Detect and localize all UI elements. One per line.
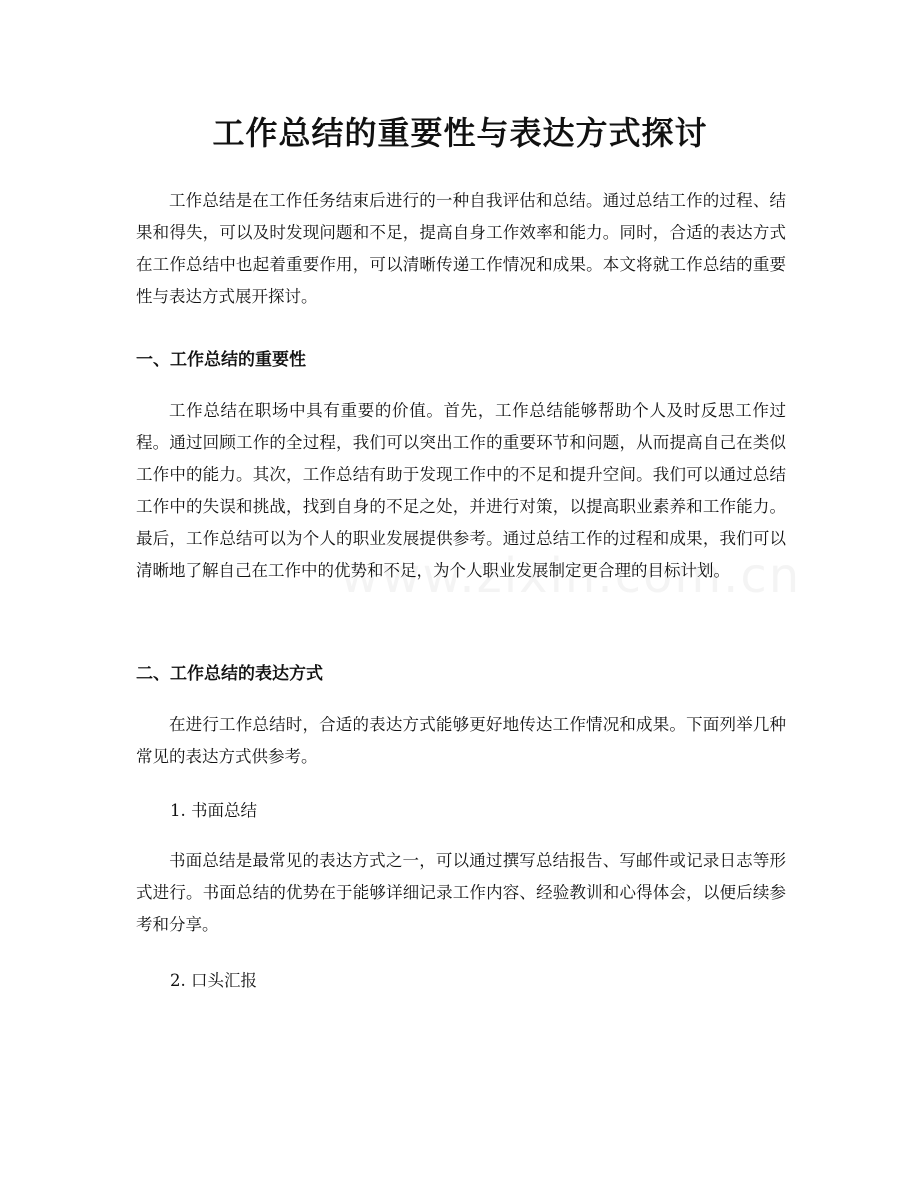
section-heading-importance: 一、工作总结的重要性 (136, 350, 306, 370)
importance-paragraph: 工作总结在职场中具有重要的价值。首先，工作总结能够帮助个人及时反思工作过程。通过回顾工作的全过程，我们可以突出工作的重要环节和问题，从而提高自己在类似工作中的能力。其次，工作总结有助于发现工作中的不足和提升空间。我们可以通过总结工作中的失误和挑战，找到自身的不足之处，并进行对策，以提高职业素养和工作能力。最后，工作总结可以为个人的职业发展提供参考。通过总结工作的过程和成果，我们可以清晰地了解自己在工作中的优势和不足，为个人职业发展制定更合理的目标计划。 (136, 401, 786, 580)
expression-paragraph: 在进行工作总结时，合适的表达方式能够更好地传达工作情况和成果。下面列举几种常见的表达方式供参考。 (136, 715, 786, 766)
intro-paragraph: 工作总结是在工作任务结束后进行的一种自我评估和总结。通过总结工作的过程、结果和得失，可以及时发现问题和不足，提高自身工作效率和能力。同时，合适的表达方式在工作总结中也起着重要作用，可以清晰传递工作情况和成果。本文将就工作总结的重要性与表达方式展开探讨。 (136, 191, 786, 306)
document-title: 工作总结的重要性与表达方式探讨 (212, 114, 708, 152)
written-summary-paragraph: 书面总结是最常见的表达方式之一，可以通过撰写总结报告、写邮件或记录日志等形式进行。书面总结的优势在于能够详细记录工作内容、经验教训和心得体会，以便后续参考和分享。 (136, 851, 786, 934)
subheading-written-summary: 1. 书面总结 (170, 801, 257, 820)
subheading-oral-report: 2. 口头汇报 (170, 971, 257, 990)
section-heading-expression: 二、工作总结的表达方式 (136, 664, 323, 684)
